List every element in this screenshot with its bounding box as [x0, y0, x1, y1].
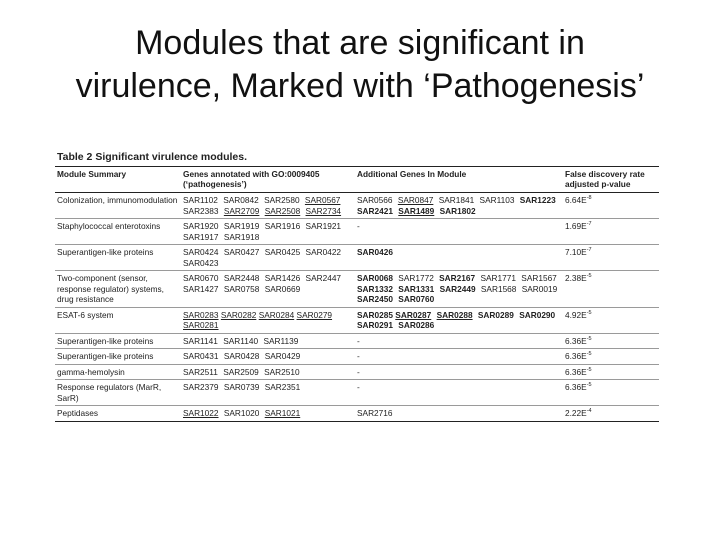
gene-id: SAR0426 — [357, 247, 393, 257]
additional-genes-cell — [355, 364, 563, 380]
gene-id: - — [357, 335, 360, 346]
gene-id: SAR0281 — [183, 320, 219, 330]
gene-id: SAR1771 — [480, 273, 516, 283]
table-row — [55, 271, 659, 308]
gene-id: SAR0288 — [436, 309, 473, 320]
gene-id: SAR0019 — [521, 283, 558, 294]
fdr-exponent: -5 — [586, 335, 592, 342]
gene-id: SAR0290 — [519, 309, 556, 320]
fdr-exponent: -5 — [586, 273, 592, 280]
gene-id: SAR1567 — [521, 273, 557, 283]
gene-id: SAR0669 — [264, 283, 301, 294]
go-genes-cell — [181, 349, 355, 365]
module-summary-cell: Two-component (sensor, response regulator) systems, drug resistance — [55, 271, 181, 308]
table-row — [55, 245, 659, 271]
fdr-exponent: -5 — [586, 366, 592, 373]
fdr-value: 4.92E — [565, 309, 587, 320]
gene-id: SAR0291 — [357, 320, 393, 330]
gene-id: SAR0423 — [183, 257, 219, 268]
table-row — [55, 349, 659, 365]
gene-id: SAR1141 — [183, 335, 218, 346]
module-summary-cell: Peptidases — [55, 406, 181, 422]
module-summary-cell: Staphylococcal enterotoxins — [55, 219, 181, 245]
gene-id: SAR2447 — [305, 273, 342, 283]
gene-id: SAR2449 — [439, 283, 476, 294]
gene-id: SAR1427 — [183, 283, 219, 294]
slide-title — [0, 22, 720, 108]
virulence-modules-table — [55, 167, 659, 422]
gene-id: SAR0428 — [223, 351, 260, 361]
gene-id: SAR0760 — [398, 294, 435, 304]
go-genes-cell — [181, 193, 355, 219]
gene-id: SAR2709 — [223, 205, 260, 216]
table-row — [55, 193, 659, 219]
fdr-exponent: -8 — [586, 195, 592, 202]
go-genes-cell — [181, 364, 355, 380]
additional-genes-cell — [355, 219, 563, 245]
fdr-value: 2.38E — [565, 273, 587, 283]
go-genes-cell — [181, 245, 355, 271]
gene-id: - — [357, 351, 360, 361]
fdr-cell — [563, 271, 659, 308]
fdr-value: 6.64E — [565, 195, 587, 205]
fdr-value: 1.69E — [565, 221, 587, 231]
gene-id: SAR1916 — [264, 221, 301, 231]
table-row — [55, 380, 659, 406]
table-body — [55, 193, 659, 422]
gene-id: SAR0567 — [304, 195, 341, 205]
additional-genes-cell — [355, 406, 563, 422]
go-genes-cell — [181, 271, 355, 308]
fdr-exponent: -7 — [586, 247, 592, 254]
module-summary-cell: Colonization, immunomodulation — [55, 193, 181, 219]
module-summary-cell: Superantigen-like proteins — [55, 333, 181, 349]
go-genes-cell — [181, 406, 355, 422]
gene-id: SAR1332 — [357, 283, 393, 294]
gene-id: SAR2383 — [183, 205, 219, 216]
gene-id: SAR0287 — [395, 309, 432, 320]
module-summary-cell: Superantigen-like proteins — [55, 349, 181, 365]
gene-id: SAR2508 — [264, 205, 301, 216]
additional-genes-cell — [355, 333, 563, 349]
header-fdr: False discovery rate adjusted p-value — [563, 167, 659, 193]
gene-id: SAR2450 — [357, 294, 393, 304]
table-row — [55, 406, 659, 422]
gene-id: SAR0282 — [220, 309, 257, 320]
header-go-genes: Genes annotated with GO:0009405 (‘pathogenesis’) — [181, 167, 355, 193]
gene-id: SAR0427 — [223, 247, 260, 257]
gene-id: SAR0425 — [264, 247, 301, 257]
additional-genes-cell — [355, 380, 563, 406]
fdr-cell — [563, 349, 659, 365]
module-summary-cell: Superantigen-like proteins — [55, 245, 181, 271]
gene-id: SAR2167 — [439, 273, 476, 283]
gene-id: SAR0739 — [223, 382, 260, 392]
fdr-value: 2.22E — [565, 408, 587, 418]
gene-id: SAR0285 — [357, 309, 393, 320]
gene-id: - — [357, 382, 360, 392]
gene-id: SAR2509 — [223, 366, 259, 377]
gene-id: SAR0424 — [183, 247, 219, 257]
gene-id: SAR1102 — [183, 195, 218, 205]
fdr-value: 6.36E — [565, 351, 587, 361]
gene-id: SAR0283 — [183, 309, 219, 320]
additional-genes-cell — [355, 307, 563, 333]
gene-id: SAR0279 — [296, 309, 333, 320]
gene-id: SAR1140 — [223, 335, 259, 346]
gene-id: SAR1772 — [398, 273, 434, 283]
table-row — [55, 307, 659, 333]
gene-id: SAR2511 — [183, 366, 218, 377]
gene-id: SAR2421 — [357, 205, 393, 216]
go-genes-cell — [181, 307, 355, 333]
table-row — [55, 333, 659, 349]
fdr-cell — [563, 245, 659, 271]
gene-id: SAR0670 — [183, 273, 219, 283]
gene-id: SAR0422 — [305, 247, 342, 257]
fdr-value: 7.10E — [565, 247, 587, 257]
slide-title-line-2: virulence, Marked with ‘Pathogenesis’ — [75, 67, 645, 105]
gene-id: SAR1331 — [398, 283, 435, 294]
gene-id: SAR2716 — [357, 408, 393, 418]
additional-genes-cell — [355, 349, 563, 365]
fdr-cell — [563, 307, 659, 333]
gene-id: SAR1802 — [439, 205, 476, 216]
fdr-cell — [563, 406, 659, 422]
additional-genes-cell — [355, 271, 563, 308]
go-genes-cell — [181, 219, 355, 245]
table-caption: Table 2 Significant virulence modules. — [55, 150, 659, 167]
gene-id: SAR1568 — [480, 283, 517, 294]
header-additional-genes: Additional Genes In Module — [355, 167, 563, 193]
module-summary-cell: gamma-hemolysin — [55, 364, 181, 380]
gene-id: SAR0842 — [223, 195, 259, 205]
fdr-cell — [563, 364, 659, 380]
fdr-cell — [563, 193, 659, 219]
fdr-value: 6.36E — [565, 366, 587, 377]
gene-id: SAR2580 — [264, 195, 300, 205]
table-row — [55, 364, 659, 380]
gene-id: SAR2734 — [305, 205, 342, 216]
fdr-exponent: -4 — [586, 408, 592, 415]
gene-id: - — [357, 221, 360, 231]
gene-id: SAR0847 — [397, 195, 434, 205]
gene-id: SAR0566 — [357, 195, 393, 205]
gene-id: SAR1920 — [183, 221, 219, 231]
gene-id: SAR1223 — [519, 195, 556, 205]
gene-id: SAR0289 — [477, 309, 514, 320]
fdr-exponent: -5 — [586, 309, 592, 316]
gene-id: SAR0429 — [264, 351, 301, 361]
gene-id: SAR1139 — [263, 335, 299, 346]
gene-id: SAR2448 — [223, 273, 260, 283]
gene-id: SAR0286 — [398, 320, 435, 330]
gene-id: SAR1918 — [223, 231, 260, 242]
additional-genes-cell — [355, 245, 563, 271]
fdr-value: 6.36E — [565, 382, 587, 392]
fdr-exponent: -7 — [586, 221, 592, 228]
gene-id: SAR0068 — [357, 273, 393, 283]
additional-genes-cell — [355, 193, 563, 219]
fdr-value: 6.36E — [565, 335, 587, 346]
gene-id: SAR2351 — [264, 382, 301, 392]
fdr-cell — [563, 333, 659, 349]
gene-id: SAR0284 — [258, 309, 295, 320]
gene-id: SAR1841 — [438, 195, 475, 205]
table-header-row — [55, 167, 659, 193]
table-row — [55, 219, 659, 245]
fdr-cell — [563, 219, 659, 245]
gene-id: - — [357, 366, 360, 377]
slide-title-line-1: Modules that are significant in — [135, 24, 585, 62]
gene-id: SAR1917 — [183, 231, 219, 242]
gene-id: SAR2379 — [183, 382, 219, 392]
gene-id: SAR1921 — [305, 221, 342, 231]
gene-id: SAR1021 — [264, 408, 301, 418]
fdr-exponent: -5 — [586, 382, 592, 389]
go-genes-cell — [181, 380, 355, 406]
gene-id: SAR2510 — [264, 366, 300, 377]
virulence-modules-table-figure — [55, 150, 659, 422]
go-genes-cell — [181, 333, 355, 349]
gene-id: SAR1022 — [183, 408, 219, 418]
gene-id: SAR1103 — [479, 195, 515, 205]
gene-id: SAR1020 — [223, 408, 260, 418]
gene-id: SAR1489 — [398, 205, 435, 216]
fdr-exponent: -5 — [586, 351, 592, 358]
fdr-cell — [563, 380, 659, 406]
module-summary-cell: ESAT-6 system — [55, 307, 181, 333]
gene-id: SAR0431 — [183, 351, 219, 361]
module-summary-cell: Response regulators (MarR, SarR) — [55, 380, 181, 406]
gene-id: SAR1919 — [223, 221, 260, 231]
gene-id: SAR0758 — [223, 283, 260, 294]
header-module-summary: Module Summary — [55, 167, 181, 193]
gene-id: SAR1426 — [264, 273, 301, 283]
